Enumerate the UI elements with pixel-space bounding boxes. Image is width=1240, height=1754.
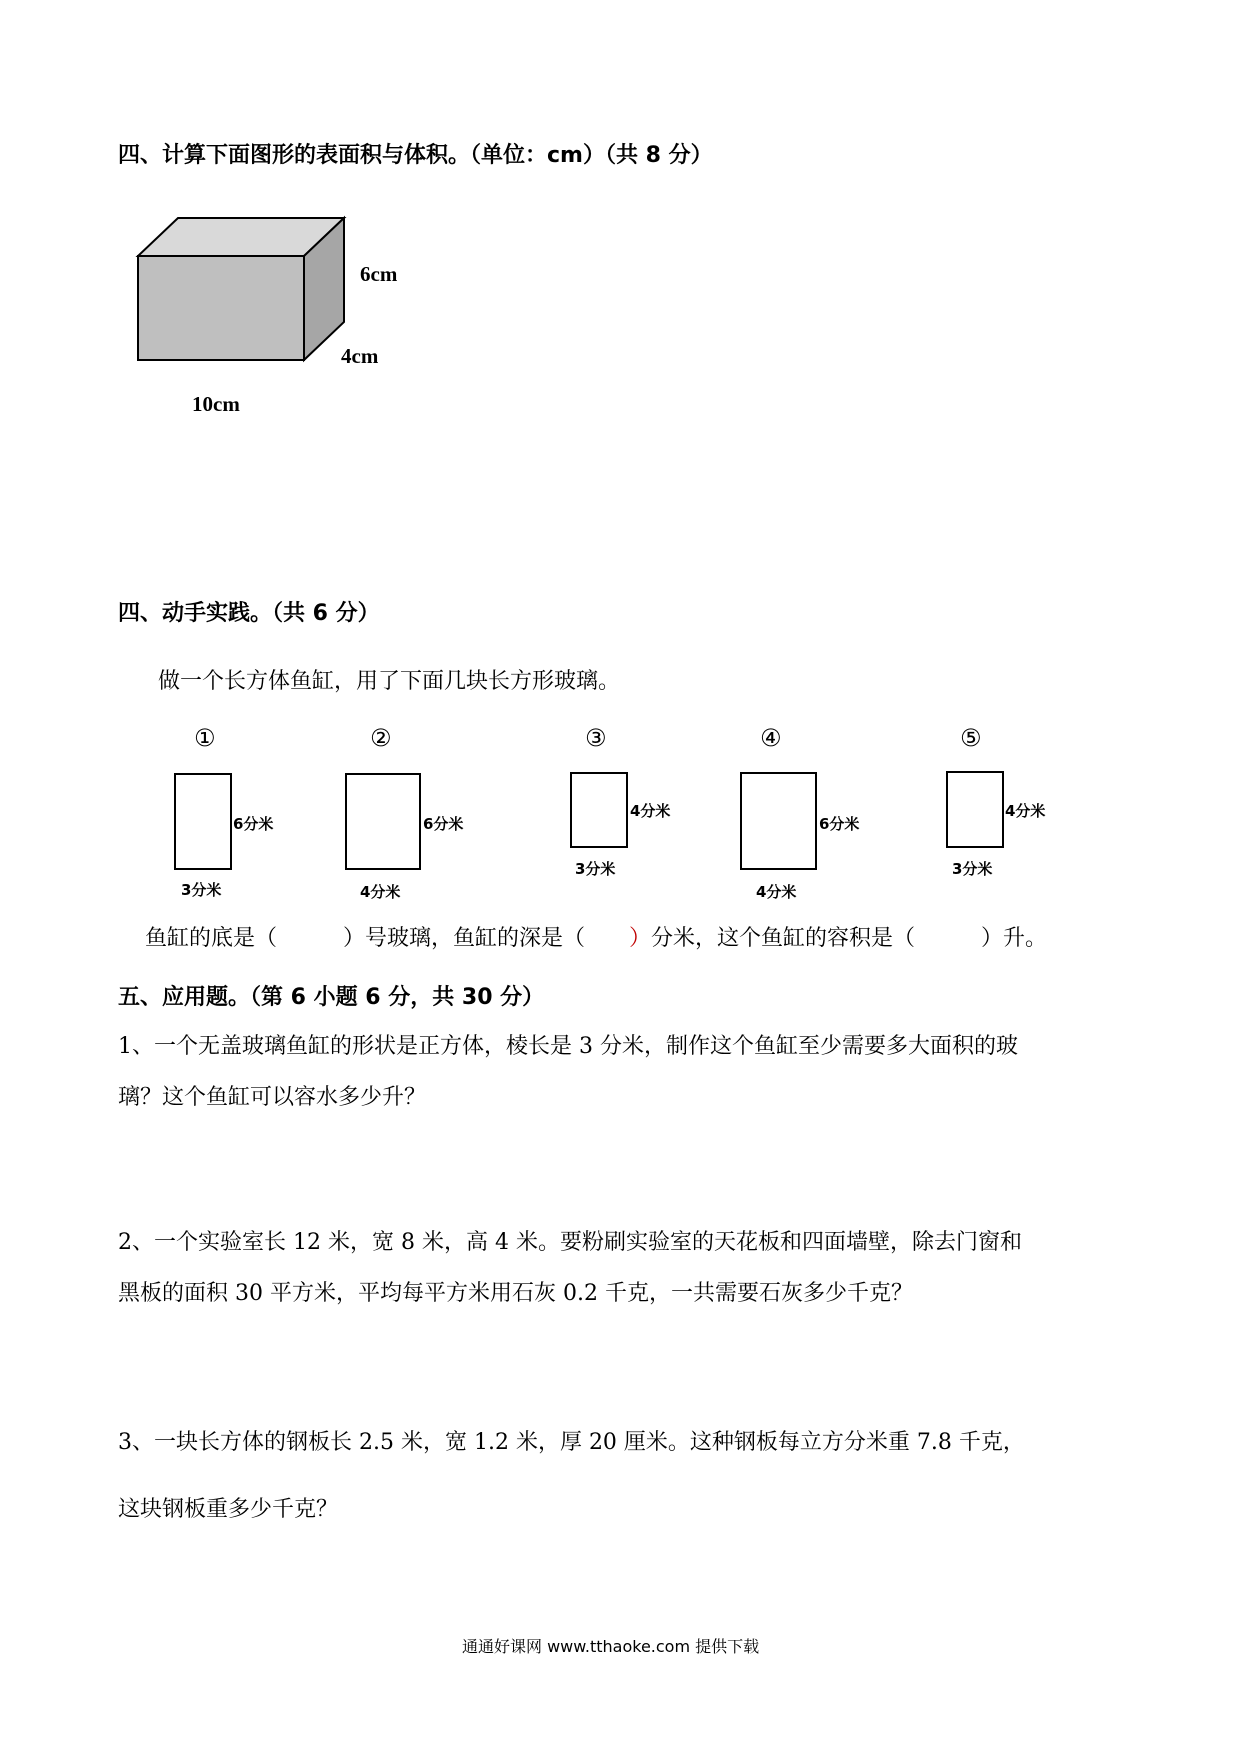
fill-blank-part1: 鱼缸的底是（ ）号玻璃，鱼缸的深是（	[145, 926, 586, 951]
footer-text: 通通好课网 www.tthaoke.com 提供下载	[462, 1637, 760, 1656]
glass-2-bottom-label: 4分米	[360, 883, 401, 901]
glass-1-side-label: 6分米	[233, 815, 274, 833]
glass-5-side-label: 4分米	[1005, 802, 1046, 820]
fill-blank-part2: 分米，这个鱼缸的容积是（ ）升。	[651, 926, 1048, 951]
glass-3-side-label: 4分米	[630, 802, 671, 820]
glass-3-bottom-label: 3分米	[575, 860, 616, 878]
q3-line1: 3、一块长方体的钢板长 2.5 米，宽 1.2 米，厚 20 厘米。这种钢板每立方分米重 7.8 千克，	[118, 1430, 1025, 1455]
section4b-intro: 做一个长方体鱼缸，用了下面几块长方形玻璃。	[158, 669, 621, 694]
glass-1-bottom-label: 3分米	[181, 881, 222, 899]
glass-1	[174, 773, 232, 870]
fill-blank-sentence	[145, 921, 1047, 952]
q2-line1: 2、一个实验室长 12 米，宽 8 米，高 4 米。要粉刷实验室的天花板和四面墙壁，除去门窗和	[118, 1230, 1022, 1255]
glass-4-number: ④	[760, 724, 782, 752]
q1-line2: 璃？这个鱼缸可以容水多少升？	[118, 1085, 427, 1110]
glass-1-number: ①	[194, 724, 216, 752]
cuboid-figure	[130, 212, 350, 382]
q2-line2: 黑板的面积 30 平方米，平均每平方米用石灰 0.2 千克，一共需要石灰多少千克？	[118, 1281, 913, 1306]
label-depth: 4cm	[341, 344, 379, 368]
label-height: 6cm	[360, 262, 398, 286]
label-length: 10cm	[192, 392, 240, 416]
glass-5	[946, 771, 1004, 848]
cuboid-front-face	[138, 256, 304, 360]
glass-2-number: ②	[370, 724, 392, 752]
section4a-title: 四、计算下面图形的表面积与体积。（单位：cm）（共 8 分）	[118, 143, 713, 168]
glass-2-side-label: 6分米	[423, 815, 464, 833]
glass-3-number: ③	[585, 724, 607, 752]
glass-4-side-label: 6分米	[819, 815, 860, 833]
section4b-title: 四、动手实践。（共 6 分）	[118, 601, 380, 626]
glass-5-number: ⑤	[960, 724, 982, 752]
glass-4-bottom-label: 4分米	[756, 883, 797, 901]
fill-blank-red-paren: ）	[585, 926, 652, 951]
glass-4	[740, 772, 817, 870]
q1-line1: 1、一个无盖玻璃鱼缸的形状是正方体，棱长是 3 分米，制作这个鱼缸至少需要多大面积的玻	[118, 1034, 1018, 1059]
section5-title: 五、应用题。（第 6 小题 6 分，共 30 分）	[118, 985, 545, 1010]
glass-5-bottom-label: 3分米	[952, 860, 993, 878]
glass-2	[345, 773, 421, 870]
q3-line2: 这块钢板重多少千克？	[118, 1497, 339, 1522]
glass-3	[570, 772, 628, 848]
